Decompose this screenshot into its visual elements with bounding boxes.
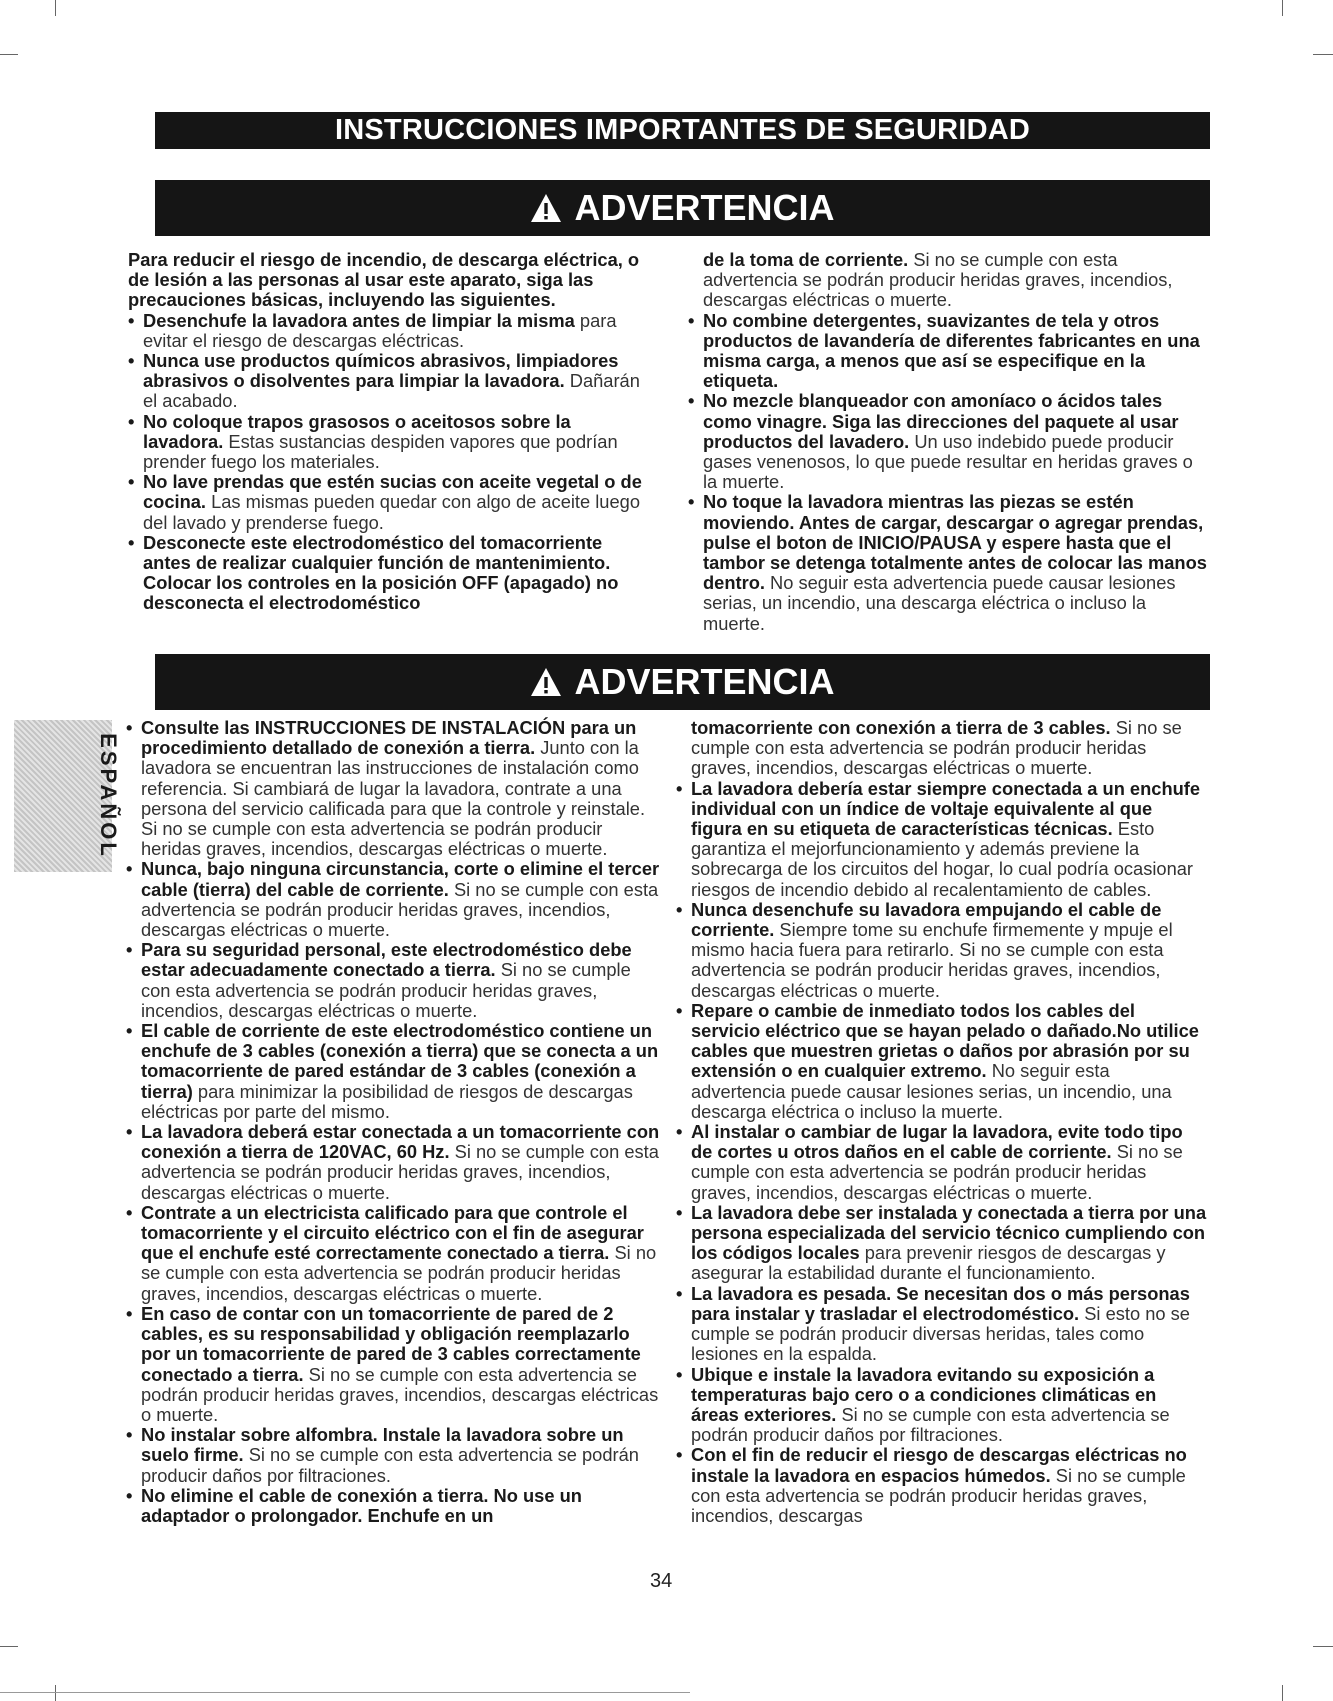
warning-item (128, 351, 653, 412)
warning-text-bold: Ubique e instale la lavadora evitando su exposición a temperaturas bajo cero o a condiciones climáticas en áreas exteriores. (691, 1363, 1157, 1425)
warning-text-bold: Repare o cambie de inmediato todos los cables del servicio eléctrico que se hayan pelado o dañado.No utilice cables que muestren grietas o daños por abrasión por su extensión o en cualquier extremo. (691, 999, 1199, 1082)
warning-text: Si no se cumple con esta advertencia se podrán producir daños por filtraciones. (691, 1403, 1170, 1446)
warning-text: Si no se cumple con esta advertencia se podrán producir heridas graves, incendios, descargas (691, 1464, 1186, 1526)
warning-item (128, 472, 653, 533)
warning-text: Esto garantiza el mejorfuncionamiento y además previene la sobrecarga de los circuitos del hogar, lo cual podría ocasionar riesgos de incendio debido al recalentamiento de cables. (691, 818, 1194, 900)
warning-item (688, 391, 1208, 492)
warning-text: Si no se cumple con esta advertencia se podrán producir daños por filtraciones. (141, 1444, 639, 1486)
warning-text: Si no se cumple con esta advertencia se podrán producir heridas graves, incendios, descargas eléctricas o muerte. (141, 1363, 659, 1425)
warning-text-bold: No lave prendas que estén sucias con aceite vegetal o de cocina. (143, 471, 642, 513)
warning-text-bold: No toque la lavadora mientras las piezas se estén moviendo. Antes de cargar, descargar o agregar prendas, pulse el boton de INICIO/PAUSA y espere hasta que el tambor se detenga totalmente antes de colocar las manos dentro. (703, 491, 1207, 594)
warning-item (126, 1304, 661, 1425)
warning-item (688, 311, 1208, 392)
warning-text: No seguir esta advertencia puede causar lesiones serias, un incendio, una descarga eléctrica o incluso la muerte. (703, 572, 1176, 634)
warning-text: Si esto no se cumple se podrán producir diversas heridas, tales como lesiones en la espalda. (691, 1302, 1190, 1365)
warning-item (676, 1203, 1208, 1284)
warning-item (126, 1122, 661, 1203)
warning-item (126, 1203, 661, 1304)
warning-text-bold: No coloque trapos grasosos o aceitosos sobre la lavadora. (143, 410, 571, 452)
warning-item (676, 779, 1208, 900)
warning-text-bold: La lavadora debería estar siempre conectada a un enchufe individual con un índice de voltaje equivalente al que figura en su etiqueta de características técnicas. (691, 777, 1201, 840)
warning-text-bold: Al instalar o cambiar de lugar la lavadora, evite todo tipo de cortes u otros daños en el cable de corriente. (691, 1121, 1183, 1163)
warning-text-bold: Para su seguridad personal, este electrodoméstico debe estar adecuadamente conectado a tierra. (141, 939, 632, 981)
warning-triangle-icon (530, 667, 562, 697)
crop-mark (1313, 54, 1333, 55)
bottom-rule (0, 1692, 690, 1693)
warning-text-bold: de la toma de corriente. (703, 249, 909, 270)
warning-item-continuation (688, 250, 1208, 311)
warning-item (128, 412, 653, 473)
warning-text: Si no se cumple con esta advertencia se podrán producir heridas graves, incendios, descargas eléctricas o muerte. (691, 1141, 1183, 1203)
warning-item (676, 1365, 1208, 1446)
warning-triangle-icon (530, 193, 562, 223)
warning-text: para prevenir riesgos de descargas y asegurar la estabilidad durante el funcionamiento. (691, 1242, 1166, 1284)
warning-column-left (128, 250, 653, 614)
warning-banner (155, 180, 1210, 236)
warning-text: No seguir esta advertencia puede causar lesiones serias, un incendio, una descarga eléctrica o incluso la muerte. (691, 1060, 1172, 1122)
warning-text: Si no se cumple con esta advertencia se podrán producir heridas graves, incendios, descargas eléctricas o muerte. (141, 959, 631, 1021)
warning-text-bold: Desenchufe la lavadora antes de limpiar la misma (143, 309, 575, 331)
warning-text-bold: No mezcle blanqueador con amoníaco o ácidos tales como vinagre. Siga las direcciones del paquete al usar productos del lavadero. (703, 390, 1179, 452)
warning-text-bold: Contrate a un electricista calificado para que controle el tomacorriente y el circuito eléctrico con el fin de asegurar que el enchufe esté correctamente conectado a tierra. (141, 1201, 644, 1264)
warning-text-bold: No elimine el cable de conexión a tierra. No use un adaptador o prolongador. Enchufe en un (141, 1484, 582, 1526)
warning-item-continuation (676, 718, 1208, 779)
warning-text: Junto con la lavadora se encuentran las instrucciones de instalación como referencia. Si cambiará de lugar la lavadora, contrate a una persona del servicio calificada para que la controle y reinstale. Si no se cumple con esta advertencia se podrán producir heridas graves, incendios, descargas eléctricas o muerte. (141, 737, 646, 860)
warning-text-bold: Nunca, bajo ninguna circunstancia, corte o elimine el tercer cable (tierra) del cable de corriente. (141, 858, 660, 900)
warning-text: Si no se cumple con esta advertencia se podrán producir heridas graves, incendios, descargas eléctricas o muerte. (691, 717, 1182, 779)
warning-text: Dañarán el acabado. (143, 370, 640, 412)
crop-mark (1282, 0, 1283, 16)
warning-text-bold: No instalar sobre alfombra. Instale la lavadora sobre un suelo firme. (141, 1424, 624, 1466)
warning-text: Si no se cumple con esta advertencia se podrán producir heridas graves, incendios, descargas eléctricas o muerte. (141, 878, 659, 941)
warning-text: para evitar el riesgo de descargas eléctricas. (143, 309, 617, 351)
warning-column-right (688, 250, 1208, 634)
warning-item (126, 718, 661, 859)
crop-mark (1282, 1685, 1283, 1701)
warning-item (676, 900, 1208, 1001)
warning-text-bold: La lavadora debe ser instalada y conectada a tierra por una persona especializada del servicio técnico cumpliendo con los códigos locales (691, 1201, 1207, 1264)
warning-text-bold: En caso de contar con un tomacorriente de pared de 2 cables, es su responsabilidad y obligación reemplazarlo por un tomacorriente de pared de 3 cables correctamente conectado a tierra. (141, 1302, 641, 1385)
warning-item (126, 1021, 661, 1122)
warning-item (126, 940, 661, 1021)
warning-item (688, 492, 1208, 633)
warning-column-right (676, 718, 1208, 1526)
warning-text: Un uso indebido puede producir gases venenosos, lo que puede resultar en heridas graves o la muerte. (703, 430, 1193, 493)
warning-text: Si no se cumple con esta advertencia se podrán producir heridas graves, incendios, descargas eléctricas o muerte. (141, 1242, 657, 1304)
warning-text-bold: Desconecte este electrodoméstico del tomacorriente antes de realizar cualquier función de mantenimiento. Colocar los controles en la posición OFF (apagado) no desconecta el electrodoméstico (143, 531, 619, 614)
warning-text-bold: tomacorriente con conexión a tierra de 3 cables. (691, 717, 1111, 738)
language-tab-label: ESPAÑOL (96, 733, 121, 859)
warning-text: Estas sustancias despiden vapores que podrían prender fuego los materiales. (143, 430, 618, 473)
warning-banner (155, 654, 1210, 710)
warning-text-bold: No combine detergentes, suavizantes de tela y otros productos de lavandería de diferentes fabricantes en una misma carga, a menos que así se especifique en la etiqueta. (703, 309, 1200, 392)
warning-item (126, 1425, 661, 1486)
warning-text-bold: Con el fin de reducir el riesgo de descargas eléctricas no instale la lavadora en espacios húmedos. (691, 1444, 1187, 1486)
crop-mark (0, 54, 18, 55)
warning-item (128, 311, 653, 351)
warning-item (126, 1486, 661, 1526)
warning-label: ADVERTENCIA (574, 661, 835, 702)
page-number: 34 (650, 1570, 673, 1592)
warning-intro: Para reducir el riesgo de incendio, de descarga eléctrica, o de lesión a las personas al usar este aparato, siga las precauciones básicas, incluyendo las siguientes. (128, 249, 640, 311)
warning-text: para minimizar la posibilidad de riesgos de descargas eléctricas por parte del mismo. (141, 1080, 633, 1122)
warning-item (676, 1001, 1208, 1122)
crop-mark (55, 1685, 56, 1701)
warning-label: ADVERTENCIA (574, 187, 835, 228)
crop-mark (55, 0, 56, 16)
warning-text-bold: El cable de corriente de este electrodoméstico contiene un enchufe de 3 cables (conexión a tierra) que se conecta a un tomacorriente de pared estándar de 3 cables (conexión a tierra) (141, 1020, 659, 1102)
warning-text-bold: Nunca use productos químicos abrasivos, limpiadores abrasivos o disolventes para limpiar la lavadora. (143, 350, 619, 392)
warning-text: Las mismas pueden quedar con algo de aceite luego del lavado y prenderse fuego. (143, 491, 640, 533)
warning-text: Si no se cumple con esta advertencia se podrán producir heridas graves, incendios, descargas eléctricas o muerte. (703, 249, 1173, 311)
page-title-text: INSTRUCCIONES IMPORTANTES DE SEGURIDAD (334, 114, 1031, 146)
page-title (155, 112, 1210, 149)
warning-text-bold: Nunca desenchufe su lavadora empujando el cable de corriente. (691, 898, 1162, 941)
warning-text-bold: La lavadora deberá estar conectada a un tomacorriente con conexión a tierra de 120VAC, 60 Hz. (141, 1121, 660, 1163)
warning-text-bold: La lavadora es pesada. Se necesitan dos o más personas para instalar y trasladar el electrodoméstico. (691, 1282, 1190, 1324)
warning-item (676, 1445, 1208, 1526)
warning-text-bold: Consulte las INSTRUCCIONES DE INSTALACIÓN para un procedimiento detallado de conexión a tierra. (141, 717, 637, 759)
warning-text: Si no se cumple con esta advertencia se podrán producir heridas graves, incendios, descargas eléctricas o muerte. (141, 1141, 659, 1203)
warning-item (128, 533, 653, 614)
warning-item (676, 1122, 1208, 1203)
crop-mark (0, 1646, 18, 1647)
warning-text: Siempre tome su enchufe firmemente y mpuje el mismo hacia fuera para retirarlo. Si no se cumple con esta advertencia se podrán producir heridas graves, incendios, descargas eléctricas o muerte. (691, 919, 1173, 1001)
crop-mark (1313, 1646, 1333, 1647)
warning-item (676, 1284, 1208, 1365)
warning-item (126, 859, 661, 940)
warning-column-left (126, 718, 661, 1526)
